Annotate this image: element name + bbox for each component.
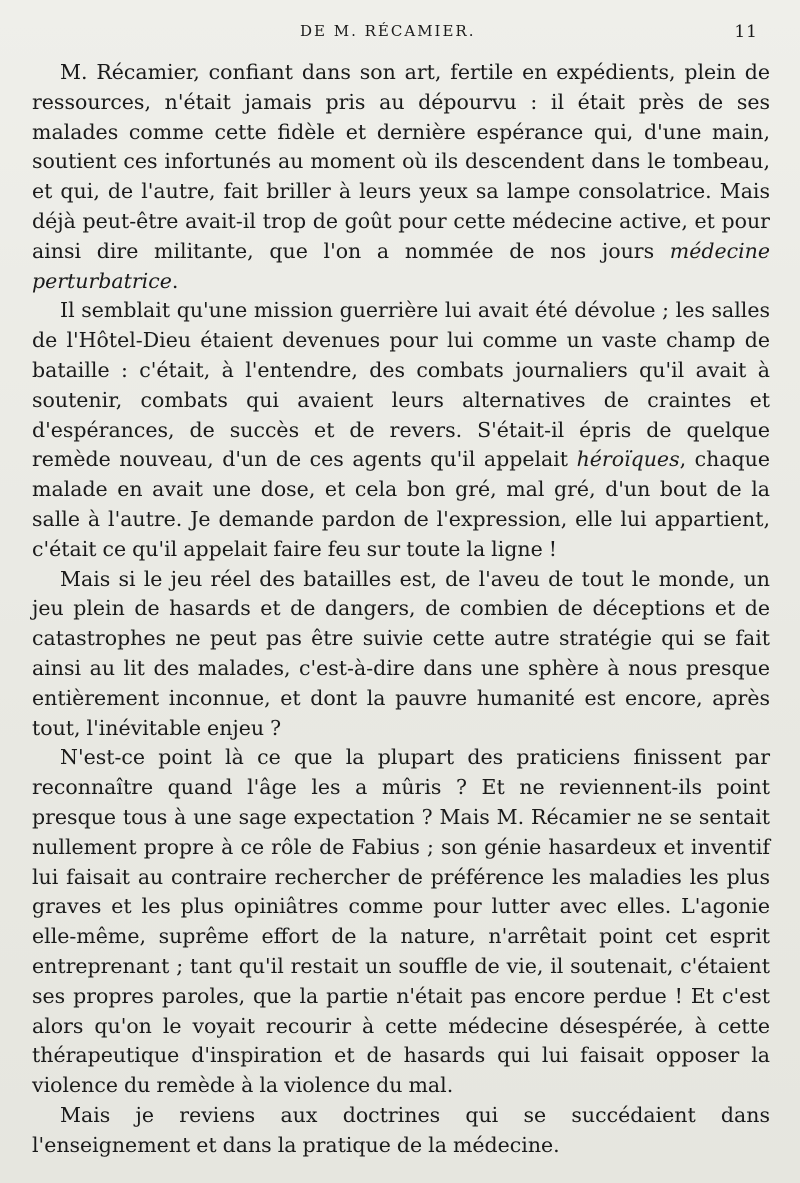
body-text (32, 58, 770, 1160)
text-run: Il semblait qu'une mission guerrière lui avait été dévolue ; les salles de l'Hôtel-Dieu étaient devenues pour lui comme un vaste champ de bataille : c'était, à l'entendre, des combats journaliers qu'il avait à soutenir, combats qui avaient leurs alternatives de craintes et d'espérances, de succès et de revers. S'était-il épris de quelque remède nouveau, d'un de ces agents qu'il appelait (32, 298, 770, 472)
paragraph (32, 58, 770, 296)
text-run: , chaque malade en avait une dose, et cela bon gré, mal gré, d'un bout de la salle à l'autre. Je demande pardon de l'expression, elle lui appartient, c'était ce qu'il appelait faire feu sur toute la ligne ! (32, 447, 770, 561)
paragraph (32, 296, 770, 564)
paragraph: Mais je reviens aux doctrines qui se succédaient dans l'enseignement et dans la pratique de la médecine. (32, 1102, 770, 1157)
italic-term: médecine perturbatrice (32, 238, 770, 293)
text-run: M. Récamier, confiant dans son art, fertile en expédients, plein de ressources, n'était jamais pris au dépourvu : il était près de ses malades comme cette fidèle et dernière espérance qui, d'une main, soutient ces infortunés au moment où ils descendent dans le tombeau, et qui, de l'autre, fait briller à leurs yeux sa lampe consolatrice. Mais déjà peut-être avait-il trop de goût pour cette médecine active, et pour ainsi dire militante, que l'on a nommée de nos jours (32, 60, 770, 263)
paragraph: N'est-ce point là ce que la plupart des praticiens finissent par reconnaître quand l'âge les a mûris ? Et ne reviennent-ils point presque tous à une sage expectation ? Mais M. Récamier ne se sentait nullement propre à ce rôle de Fabius ; son génie hasardeux et inventif lui faisait au contraire rechercher de préférence les maladies les plus graves et les plus opiniâtres comme pour lutter avec elles. L'agonie elle-même, suprême effort de la nature, n'arrêtait point cet esprit entreprenant ; tant qu'il restait un souffle de vie, il soutenait, c'étaient ses propres paroles, que la partie n'était pas encore perdue ! Et c'est alors qu'on le voyait recourir à cette médecine désespérée, à cette thérapeutique d'inspiration et de hasards qui lui faisait opposer la violence du remède à la violence du mal. (32, 745, 770, 1098)
page-number: 11 (734, 22, 758, 42)
running-head (0, 22, 800, 46)
italic-term: héroïques (576, 447, 680, 472)
text-run: . (171, 268, 179, 293)
running-title: DE M. RÉCAMIER. (300, 22, 476, 40)
paragraph: Mais si le jeu réel des batailles est, de l'aveu de tout le monde, un jeu plein de hasards et de dangers, de combien de déceptions et de catastrophes ne peut pas être suivie cette autre stratégie qui se fait ainsi au lit des malades, c'est-à-dire dans une sphère à nous presque entièrement inconnue, et dont la pauvre humanité est encore, après tout, l'inévitable enjeu ? (32, 566, 770, 740)
